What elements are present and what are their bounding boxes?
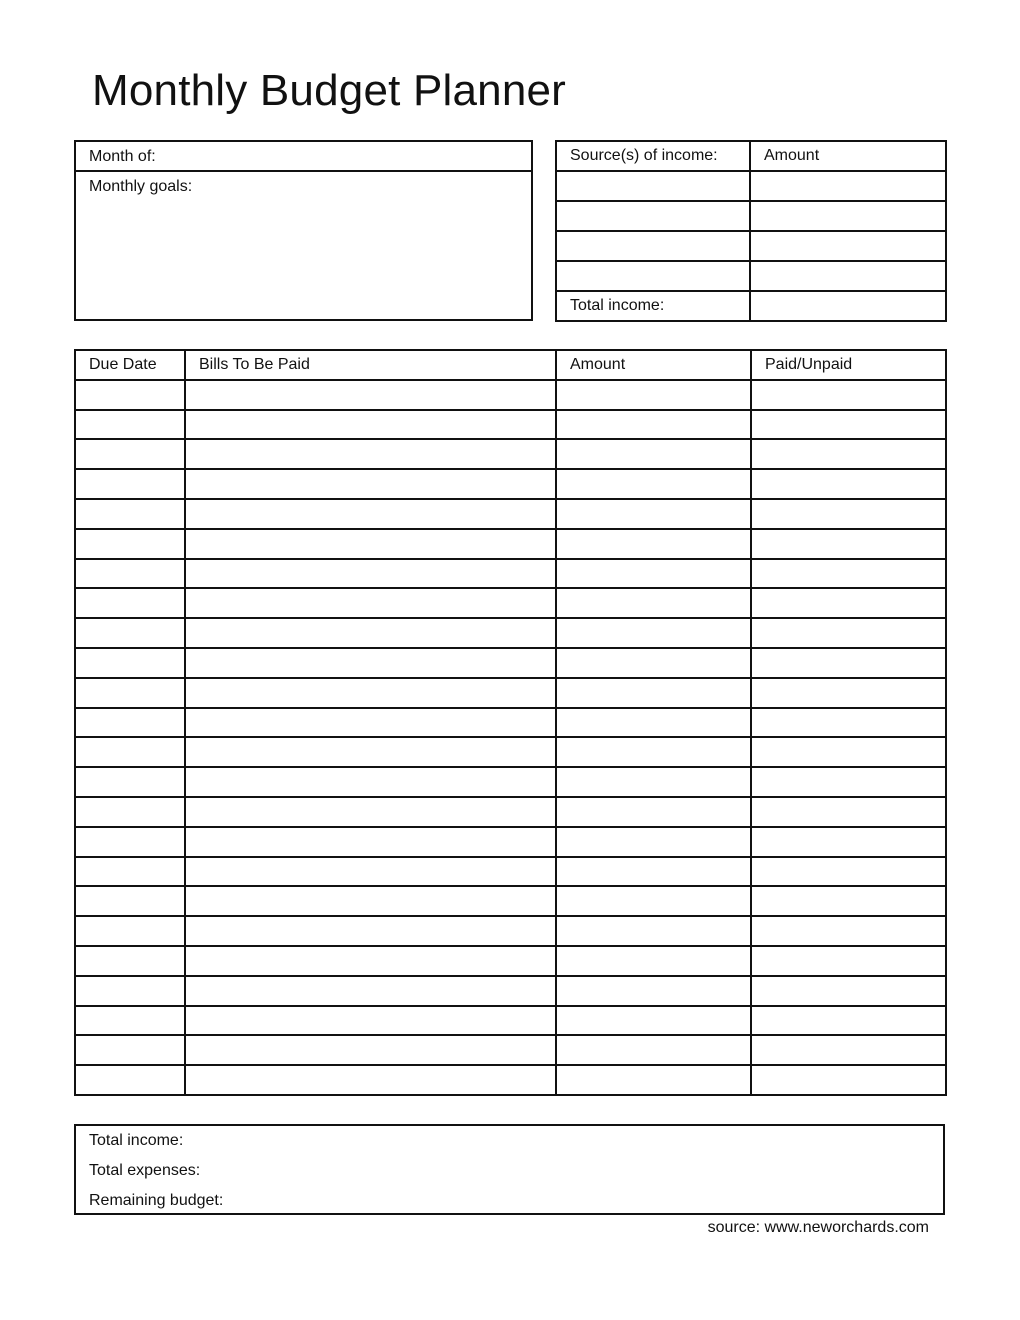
due-date-cell[interactable]	[75, 1035, 185, 1065]
bill-amount-cell[interactable]	[556, 1065, 751, 1095]
paid-status-cell[interactable]	[751, 916, 946, 946]
income-source-cell[interactable]	[556, 261, 750, 291]
income-row	[556, 171, 946, 201]
bill-amount-cell[interactable]	[556, 499, 751, 529]
bill-name-cell[interactable]	[185, 916, 556, 946]
bill-name-cell[interactable]	[185, 618, 556, 648]
bill-amount-cell[interactable]	[556, 678, 751, 708]
bill-name-cell[interactable]	[185, 976, 556, 1006]
paid-status-cell[interactable]	[751, 1006, 946, 1036]
bill-amount-cell[interactable]	[556, 380, 751, 410]
bill-row	[75, 529, 946, 559]
bill-name-cell[interactable]	[185, 857, 556, 887]
bill-name-cell[interactable]	[185, 469, 556, 499]
month-of-field[interactable]	[76, 142, 531, 172]
bill-row	[75, 827, 946, 857]
bill-amount-cell[interactable]	[556, 588, 751, 618]
paid-status-cell[interactable]	[751, 469, 946, 499]
bill-row	[75, 1035, 946, 1065]
bill-amount-cell[interactable]	[556, 1006, 751, 1036]
bill-row	[75, 410, 946, 440]
bill-amount-cell[interactable]	[556, 827, 751, 857]
due-date-cell[interactable]	[75, 737, 185, 767]
bill-amount-cell[interactable]	[556, 886, 751, 916]
due-date-cell[interactable]	[75, 529, 185, 559]
due-date-cell[interactable]	[75, 946, 185, 976]
bill-amount-cell[interactable]	[556, 469, 751, 499]
paid-status-cell[interactable]	[751, 410, 946, 440]
due-date-cell[interactable]	[75, 827, 185, 857]
bill-name-cell[interactable]	[185, 559, 556, 589]
paid-unpaid-header: Paid/Unpaid	[751, 350, 946, 380]
bill-amount-cell[interactable]	[556, 767, 751, 797]
bill-row	[75, 946, 946, 976]
bill-amount-cell[interactable]	[556, 708, 751, 738]
paid-status-cell[interactable]	[751, 767, 946, 797]
paid-status-cell[interactable]	[751, 1035, 946, 1065]
bill-row	[75, 708, 946, 738]
bill-name-cell[interactable]	[185, 380, 556, 410]
bill-row	[75, 886, 946, 916]
bill-name-cell[interactable]	[185, 588, 556, 618]
paid-status-cell[interactable]	[751, 618, 946, 648]
income-total-label: Total income:	[556, 291, 750, 321]
bill-name-cell[interactable]	[185, 767, 556, 797]
bill-row	[75, 678, 946, 708]
income-amount-cell[interactable]	[750, 231, 946, 261]
bill-name-cell[interactable]	[185, 648, 556, 678]
bill-row	[75, 380, 946, 410]
bill-name-cell[interactable]	[185, 886, 556, 916]
bill-name-cell[interactable]	[185, 946, 556, 976]
bills-to-be-paid-header: Bills To Be Paid	[185, 350, 556, 380]
due-date-cell[interactable]	[75, 559, 185, 589]
bill-row	[75, 767, 946, 797]
income-amount-cell[interactable]	[750, 201, 946, 231]
paid-status-cell[interactable]	[751, 529, 946, 559]
bill-amount-cell[interactable]	[556, 857, 751, 887]
due-date-cell[interactable]	[75, 1065, 185, 1095]
paid-status-cell[interactable]	[751, 827, 946, 857]
paid-status-cell[interactable]	[751, 737, 946, 767]
bill-amount-cell[interactable]	[556, 916, 751, 946]
bill-row	[75, 618, 946, 648]
bill-row	[75, 857, 946, 887]
bill-name-cell[interactable]	[185, 737, 556, 767]
income-row	[556, 261, 946, 291]
paid-status-cell[interactable]	[751, 1065, 946, 1095]
due-date-cell[interactable]	[75, 857, 185, 887]
month-of-label: Month of:	[89, 148, 156, 165]
monthly-goals-field[interactable]	[76, 172, 531, 196]
bill-row	[75, 797, 946, 827]
due-date-cell[interactable]	[75, 767, 185, 797]
paid-status-cell[interactable]	[751, 946, 946, 976]
bill-amount-cell[interactable]	[556, 946, 751, 976]
paid-status-cell[interactable]	[751, 708, 946, 738]
income-amount-cell[interactable]	[750, 171, 946, 201]
bill-name-cell[interactable]	[185, 827, 556, 857]
bill-amount-cell[interactable]	[556, 976, 751, 1006]
bill-row	[75, 648, 946, 678]
due-date-cell[interactable]	[75, 976, 185, 1006]
due-date-cell[interactable]	[75, 588, 185, 618]
due-date-cell[interactable]	[75, 678, 185, 708]
bill-amount-cell[interactable]	[556, 439, 751, 469]
bill-amount-cell[interactable]	[556, 797, 751, 827]
bill-amount-cell[interactable]	[556, 559, 751, 589]
bill-row	[75, 499, 946, 529]
bill-name-cell[interactable]	[185, 1065, 556, 1095]
bill-row	[75, 916, 946, 946]
summary-total-expenses: Total expenses:	[89, 1162, 201, 1179]
due-date-cell[interactable]	[75, 439, 185, 469]
paid-status-cell[interactable]	[751, 886, 946, 916]
summary-remaining-budget: Remaining budget:	[89, 1192, 224, 1209]
bill-row	[75, 976, 946, 1006]
due-date-cell[interactable]	[75, 618, 185, 648]
bill-name-cell[interactable]	[185, 1035, 556, 1065]
due-date-cell[interactable]	[75, 1006, 185, 1036]
paid-status-cell[interactable]	[751, 797, 946, 827]
bill-name-cell[interactable]	[185, 797, 556, 827]
due-date-cell[interactable]	[75, 916, 185, 946]
bill-name-cell[interactable]	[185, 499, 556, 529]
bill-row	[75, 439, 946, 469]
paid-status-cell[interactable]	[751, 559, 946, 589]
income-row	[556, 231, 946, 261]
paid-status-cell[interactable]	[751, 439, 946, 469]
bills-table	[74, 349, 947, 1096]
due-date-cell[interactable]	[75, 499, 185, 529]
page-title: Monthly Budget Planner	[92, 66, 567, 115]
source-credit: source: www.neworchards.com	[707, 1219, 929, 1236]
due-date-header: Due Date	[75, 350, 185, 380]
bill-name-cell[interactable]	[185, 1006, 556, 1036]
due-date-cell[interactable]	[75, 380, 185, 410]
bill-amount-cell[interactable]	[556, 529, 751, 559]
paid-status-cell[interactable]	[751, 857, 946, 887]
income-source-header: Source(s) of income:	[556, 141, 750, 171]
bill-name-cell[interactable]	[185, 708, 556, 738]
due-date-cell[interactable]	[75, 886, 185, 916]
paid-status-cell[interactable]	[751, 648, 946, 678]
bill-amount-cell[interactable]	[556, 648, 751, 678]
income-table	[555, 140, 947, 322]
paid-status-cell[interactable]	[751, 678, 946, 708]
bill-name-cell[interactable]	[185, 529, 556, 559]
bill-row	[75, 737, 946, 767]
income-total-row	[556, 291, 946, 321]
income-source-cell[interactable]	[556, 171, 750, 201]
income-amount-cell[interactable]	[750, 261, 946, 291]
paid-status-cell[interactable]	[751, 380, 946, 410]
bill-name-cell[interactable]	[185, 410, 556, 440]
bill-row	[75, 588, 946, 618]
bill-row	[75, 559, 946, 589]
bill-amount-cell[interactable]	[556, 410, 751, 440]
bill-name-cell[interactable]	[185, 439, 556, 469]
monthly-goals-label: Monthly goals:	[89, 178, 193, 195]
due-date-cell[interactable]	[75, 797, 185, 827]
paid-status-cell[interactable]	[751, 499, 946, 529]
bill-amount-header: Amount	[556, 350, 751, 380]
income-total-value-cell[interactable]	[750, 291, 946, 321]
bills-header-row	[75, 350, 946, 380]
income-source-cell[interactable]	[556, 201, 750, 231]
bill-name-cell[interactable]	[185, 678, 556, 708]
paid-status-cell[interactable]	[751, 588, 946, 618]
income-row	[556, 201, 946, 231]
month-goals-box	[74, 140, 533, 321]
bill-row	[75, 1006, 946, 1036]
paid-status-cell[interactable]	[751, 976, 946, 1006]
due-date-cell[interactable]	[75, 648, 185, 678]
bill-row	[75, 1065, 946, 1095]
summary-total-income: Total income:	[89, 1132, 184, 1149]
due-date-cell[interactable]	[75, 410, 185, 440]
income-header-row	[556, 141, 946, 171]
due-date-cell[interactable]	[75, 708, 185, 738]
income-source-cell[interactable]	[556, 231, 750, 261]
bill-amount-cell[interactable]	[556, 618, 751, 648]
bill-row	[75, 469, 946, 499]
income-amount-header: Amount	[750, 141, 946, 171]
summary-box	[74, 1124, 945, 1215]
bill-amount-cell[interactable]	[556, 737, 751, 767]
due-date-cell[interactable]	[75, 469, 185, 499]
bill-amount-cell[interactable]	[556, 1035, 751, 1065]
